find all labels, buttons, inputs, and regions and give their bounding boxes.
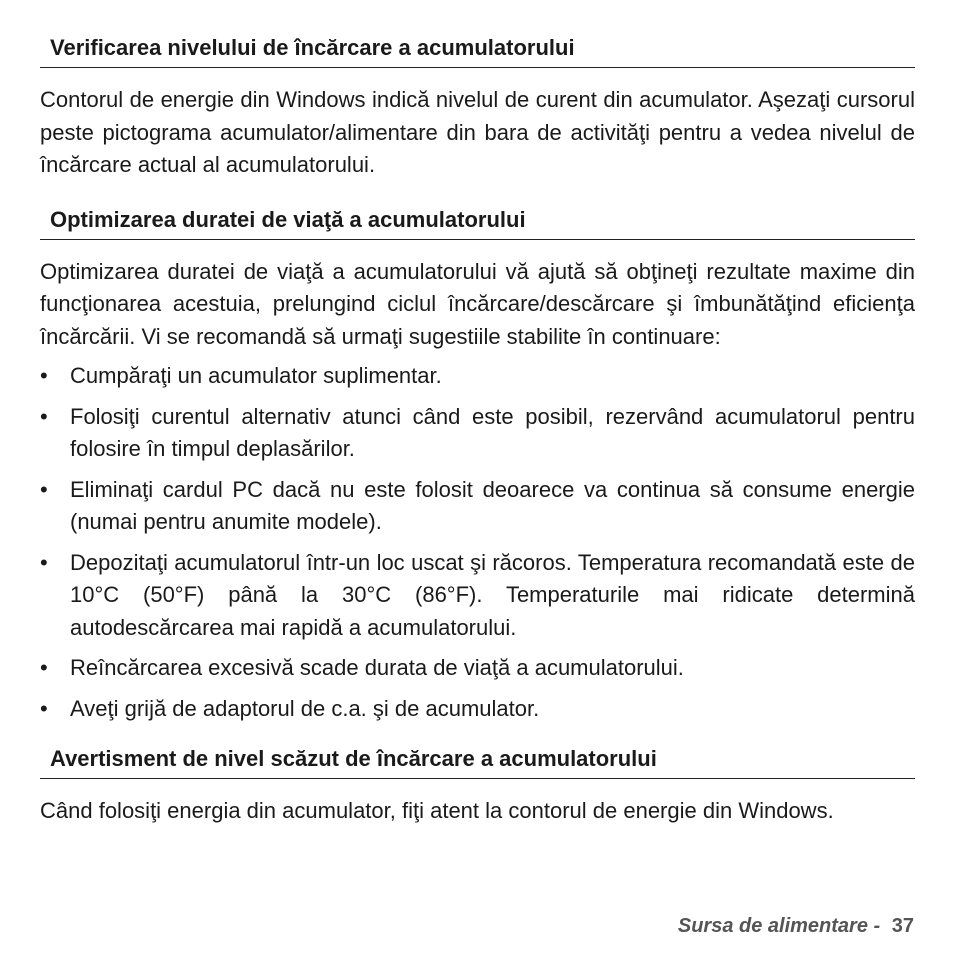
list-item-text: Reîncărcarea excesivă scade durata de viaţă a acumulatorului. <box>70 655 684 680</box>
list-item-text: Folosiţi curentul alternativ atunci când este posibil, rezervând acumulatorul pentru folosire în timpul deplasărilor. <box>70 403 915 461</box>
page-number: 37 <box>891 915 914 937</box>
list-item <box>40 360 915 393</box>
paragraph-battery-life: Optimizarea duratei de viaţă a acumulatorului vă ajută să obţineţi rezultate maxime din funcţionarea acestuia, prelungind ciclul încărcare/descărcare şi îmbunătăţind eficienţa încărcării. Vi se recomandă să urmaţi sugestiile stabilite în continuare: <box>40 258 915 349</box>
list-item <box>40 693 915 726</box>
paragraph-battery-level: Contorul de energie din Windows indică nivelul de curent din acumulator. Aşezaţi cursorul peste pictograma acumulator/alimentare din bara de activităţi pentru a vedea nivelul de încărcare actual al acumulatorului. <box>40 87 915 177</box>
list-item <box>40 652 915 685</box>
footer-section-title: Sursa de alimentare - <box>677 915 881 937</box>
list-item <box>40 547 915 645</box>
bullet-icon: • <box>40 363 48 388</box>
bullet-icon: • <box>40 549 48 575</box>
bullet-icon: • <box>40 655 48 680</box>
list-item-text: Depozitaţi acumulatorul într-un loc uscat şi răcoros. Temperatura recomandată este de 10°C (50°F) până la 30°C (86°F). Temperaturile mai ridicate determină autodescărcarea mai rapidă a acumulatorului. <box>70 549 915 640</box>
bullet-icon: • <box>40 403 48 429</box>
section-heading-battery-life: Optimizarea duratei de viaţă a acumulatorului <box>40 207 915 240</box>
page-content <box>40 0 915 828</box>
bullet-icon: • <box>40 695 48 721</box>
list-item-text: Aveţi grijă de adaptorul de c.a. şi de acumulator. <box>70 695 540 721</box>
section-heading-battery-level: Verificarea nivelului de încărcare a acumulatorului <box>40 35 915 68</box>
battery-tips-list <box>40 360 915 725</box>
list-item <box>40 401 915 466</box>
paragraph-low-battery-warning: Când folosiţi energia din acumulator, fiţi atent la contorul de energie din Windows. <box>40 798 834 823</box>
page-footer <box>678 915 914 938</box>
list-item <box>40 474 915 539</box>
section-heading-low-battery-warning: Avertisment de nivel scăzut de încărcare a acumulatorului <box>40 746 915 779</box>
list-item-text: Eliminaţi cardul PC dacă nu este folosit deoarece va continua să consume energie (numai pentru anumite modele). <box>70 476 915 534</box>
list-item-text: Cumpăraţi un acumulator suplimentar. <box>70 363 442 388</box>
bullet-icon: • <box>40 476 48 502</box>
